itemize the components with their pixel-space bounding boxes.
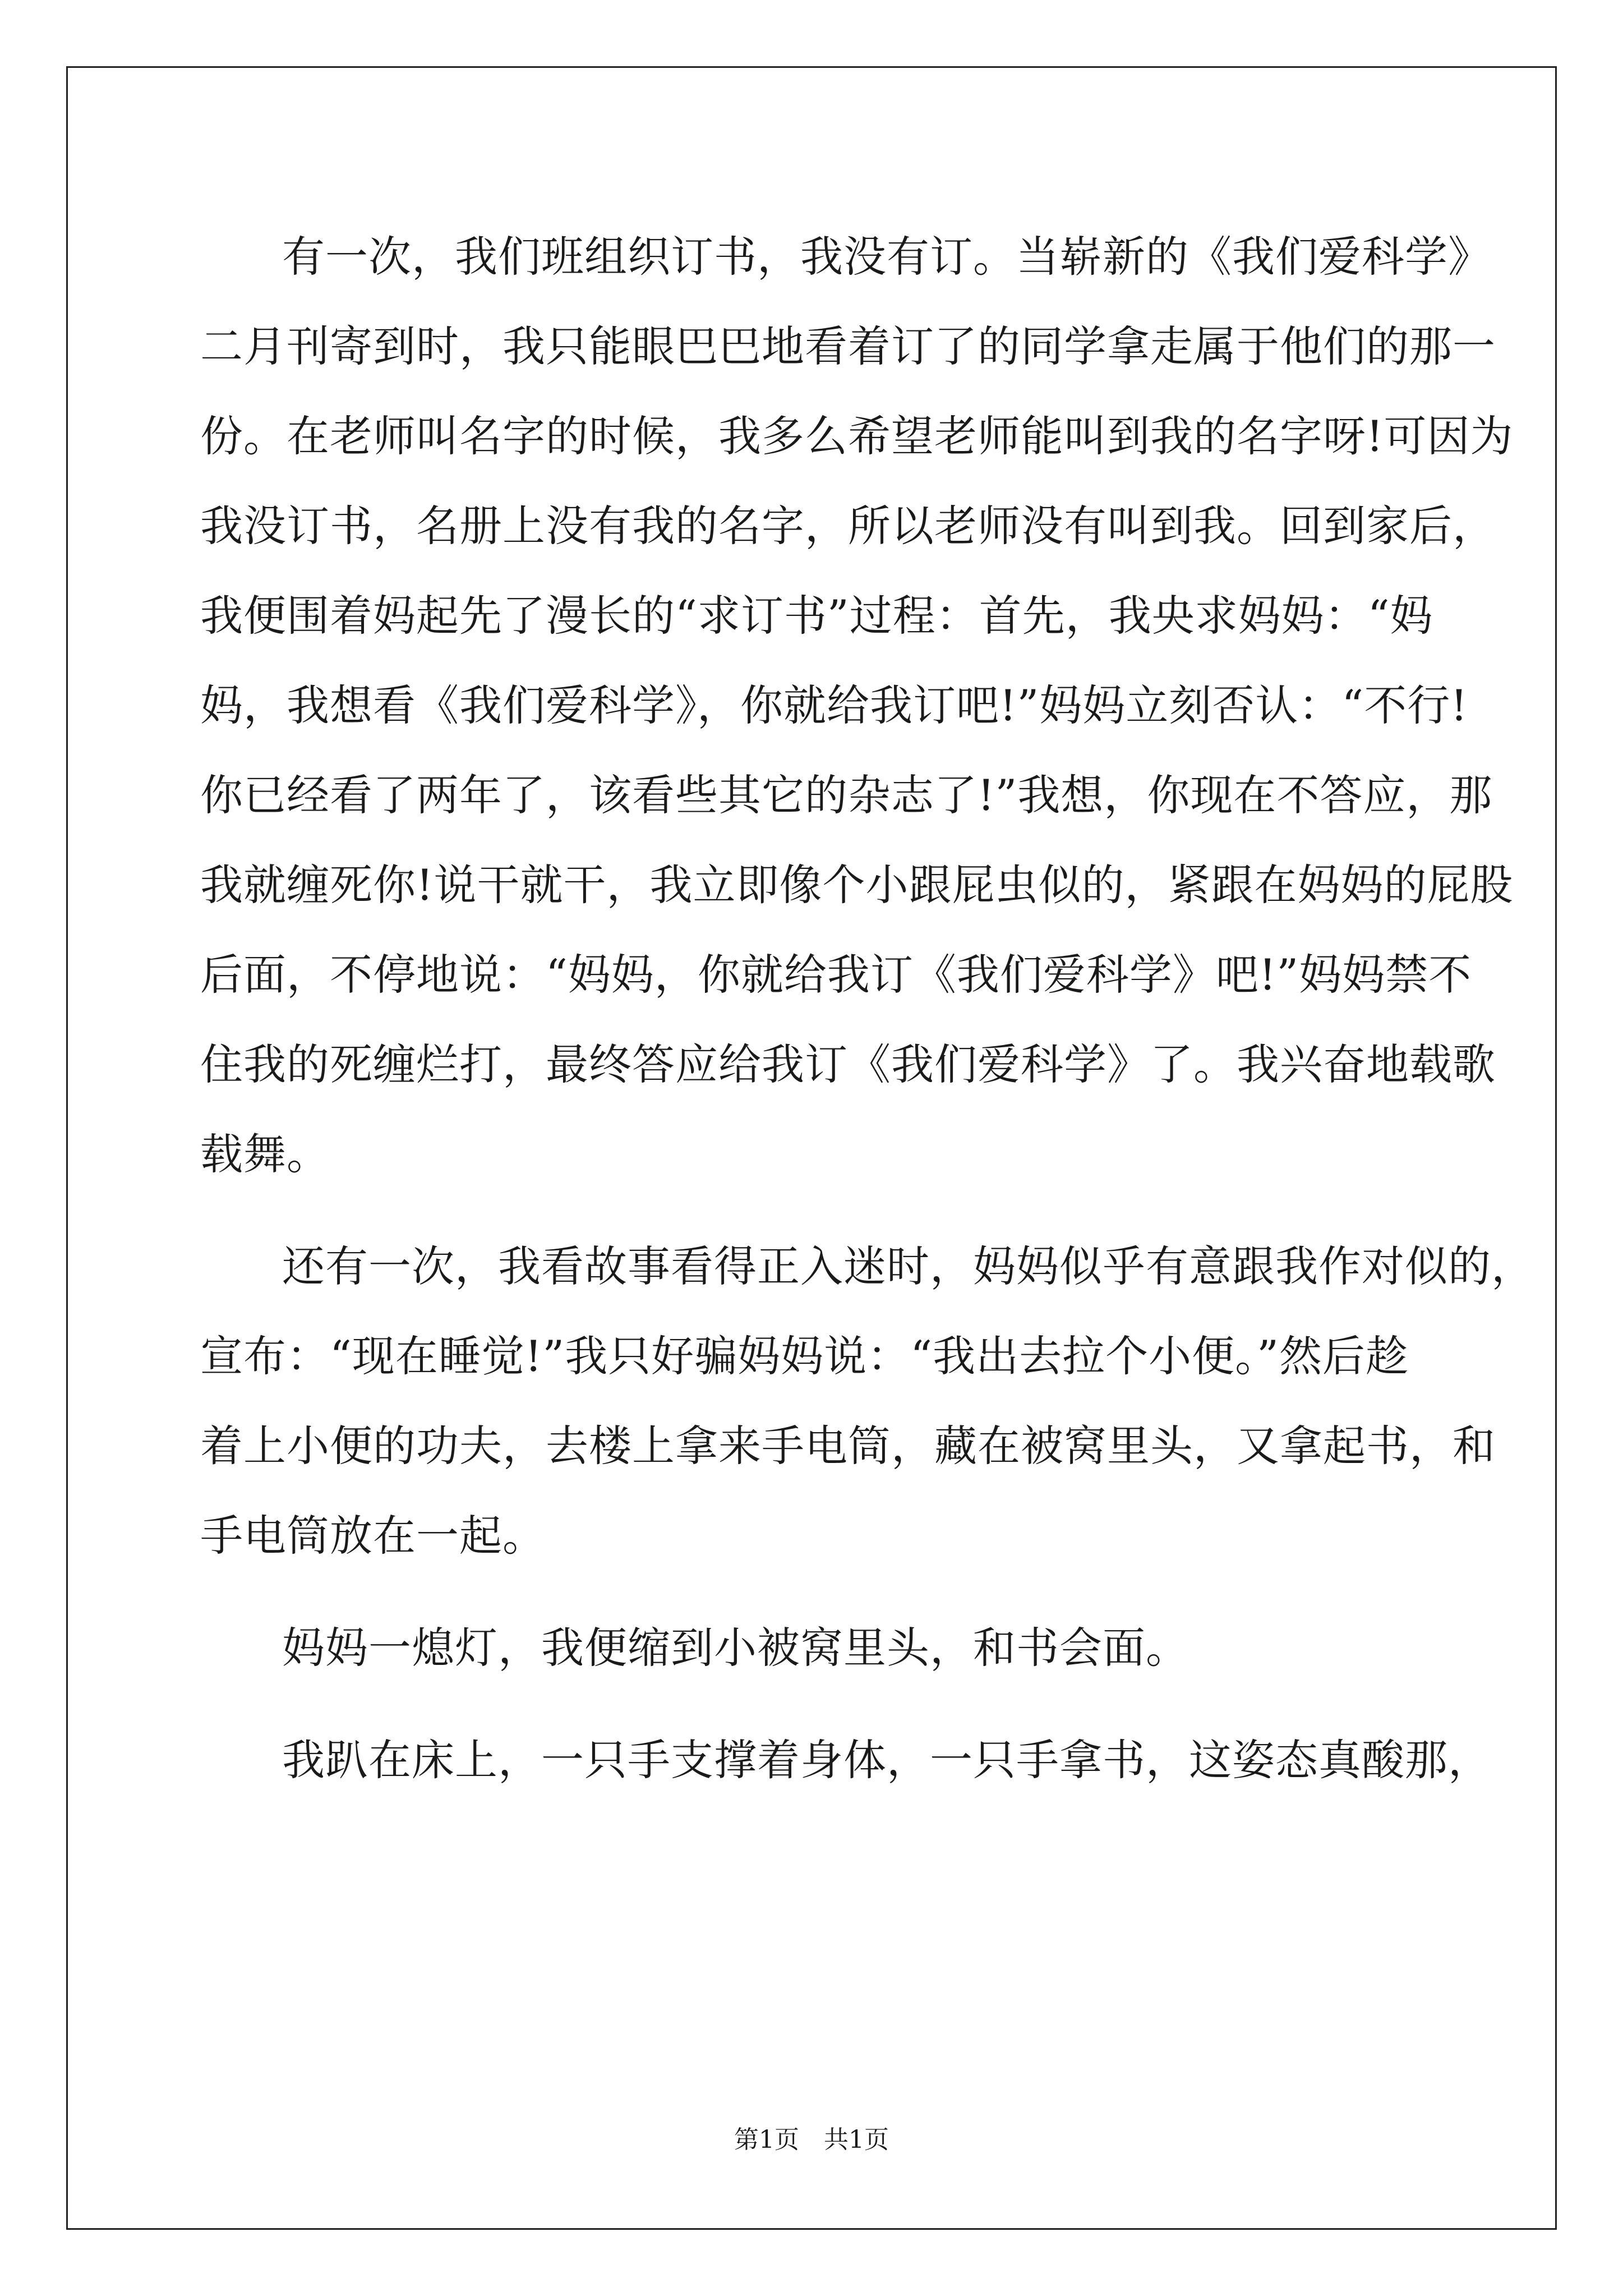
paragraph-1-line-11: 载舞。 [200,1129,330,1179]
paragraph-2-line-2: 宣布：“现在睡觉!”我只好骗妈妈说：“我出去拉个小便。”然后趁 [200,1331,1409,1381]
page-number-footer: 第1页 共1页 [734,2125,889,2154]
paragraph-1-line-2: 二月刊寄到时，我只能眼巴巴地看着订了的同学拿走属于他们的那一 [200,321,1496,371]
paragraph-4-line-1: 我趴在床上，一只手支撑着身体，一只手拿书，这姿态真酸那， [282,1735,1491,1785]
paragraph-1-line-5: 我便围着妈起先了漫长的“求订书”过程：首先，我央求妈妈：“妈 [200,591,1433,641]
paragraph-gap [200,1581,1423,1603]
paragraph-gap [200,1199,1423,1222]
paragraph-1-line-10: 住我的死缠烂打，最终答应给我订《我们爱科学》了。我兴奋地载歌 [200,1039,1496,1089]
document-body [200,212,1534,1805]
paragraph-2-line-1: 还有一次，我看故事看得正入迷时，妈妈似乎有意跟我作对似的， [282,1241,1534,1291]
paragraph-3-line-1: 妈妈一熄灯，我便缩到小被窝里头，和书会面。 [282,1623,1189,1673]
paragraph-1-line-8: 我就缠死你!说干就干，我立即像个小跟屁虫似的，紧跟在妈妈的屁股 [200,860,1514,910]
paragraph-2-line-3: 着上小便的功夫，去楼上拿来手电筒，藏在被窝里头，又拿起书，和 [200,1421,1496,1471]
paragraph-1-line-7: 你已经看了两年了，该看些其它的杂志了!”我想，你现在不答应，那 [200,770,1493,820]
paragraph-1-line-4: 我没订书，名册上没有我的名字，所以老师没有叫到我。回到家后， [200,501,1496,551]
paragraph-1-line-6: 妈，我想看《我们爱科学》，你就给我订吧!”妈妈立刻否认：“不行! [200,680,1468,730]
paragraph-1-line-9: 后面，不停地说：“妈妈，你就给我订《我们爱科学》吧!”妈妈禁不 [200,950,1472,1000]
paragraph-gap [200,1693,1423,1715]
paragraph-2-line-4: 手电筒放在一起。 [200,1511,546,1561]
paragraph-1-line-1: 有一次，我们班组织订书，我没有订。当崭新的《我们爱科学》 [282,232,1491,282]
paragraph-1-line-3: 份。在老师叫名字的时候，我多么希望老师能叫到我的名字呀!可因为 [200,411,1514,461]
